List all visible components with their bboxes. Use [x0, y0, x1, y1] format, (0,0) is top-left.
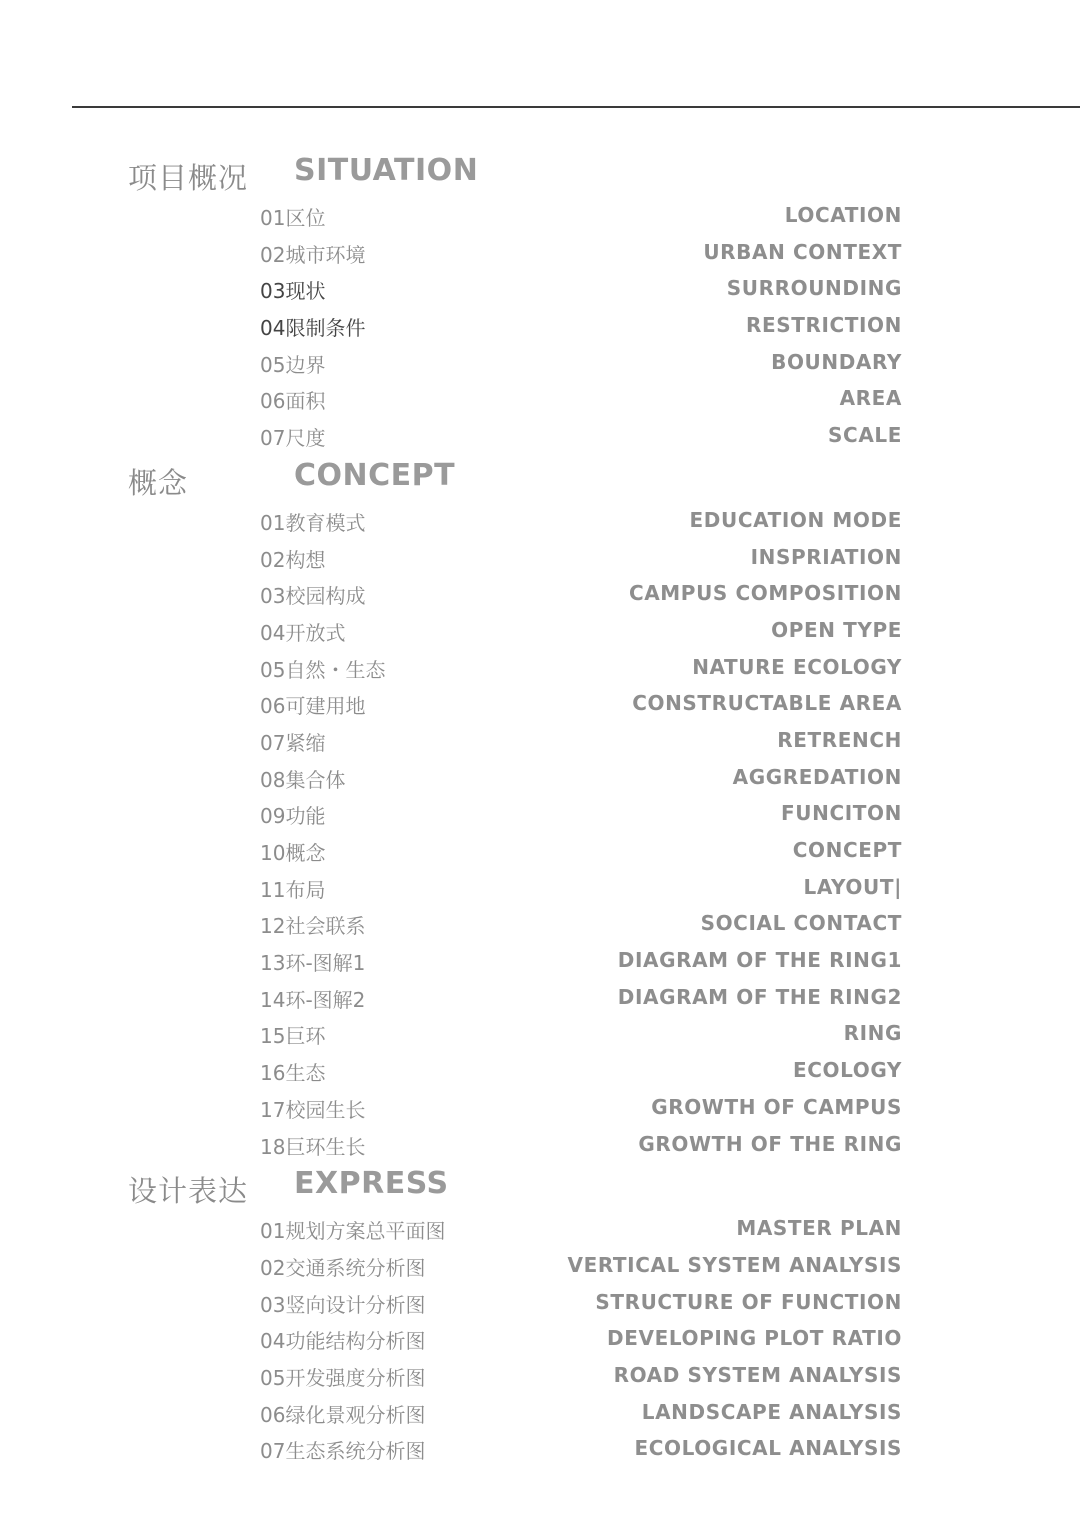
entry-label-cn: 09功能	[260, 804, 326, 829]
entry-label-cn: 16生态	[260, 1061, 326, 1086]
toc-entry	[0, 308, 1080, 345]
toc-entry	[0, 980, 1080, 1017]
toc-entry	[0, 1016, 1080, 1053]
toc-entry	[0, 1358, 1080, 1395]
toc-entry	[0, 576, 1080, 613]
entry-label-en: OPEN TYPE	[771, 617, 902, 642]
entry-label-cn: 05自然・生态	[260, 657, 386, 682]
toc-entry	[0, 833, 1080, 870]
entry-label-en: INSPRIATION	[750, 544, 902, 569]
toc-entry	[0, 1285, 1080, 1322]
entry-label-cn: 12社会联系	[260, 914, 366, 939]
entry-label-en: SURROUNDING	[726, 276, 902, 301]
section-title-en: EXPRESS	[294, 1166, 449, 1202]
entry-label-cn: 07生态系统分析图	[260, 1439, 426, 1464]
section-title-cn: 项目概况	[128, 161, 249, 195]
toc-entry	[0, 1431, 1080, 1468]
entry-label-en: RETRENCH	[777, 727, 902, 752]
toc-entry	[0, 381, 1080, 418]
entry-label-en: DIAGRAM OF THE RING2	[617, 984, 902, 1009]
section-title-en: CONCEPT	[294, 457, 456, 493]
toc-entry	[0, 1053, 1080, 1090]
toc-entry	[0, 723, 1080, 760]
entry-label-en: LAYOUT|	[803, 874, 902, 899]
entry-label-en: GROWTH OF THE RING	[638, 1131, 902, 1156]
entry-label-en: RING	[843, 1021, 902, 1046]
entry-label-cn: 06可建用地	[260, 694, 366, 719]
entry-label-cn: 14环-图解2	[260, 987, 366, 1012]
entry-label-cn: 04开放式	[260, 620, 346, 645]
entry-label-cn: 06面积	[260, 389, 326, 414]
toc-entry	[0, 650, 1080, 687]
entry-label-cn: 02构想	[260, 547, 326, 572]
section-title-en: SITUATION	[294, 153, 479, 188]
entry-label-en: NATURE ECOLOGY	[692, 654, 902, 679]
entry-label-cn: 03现状	[260, 279, 326, 304]
entry-label-en: LANDSCAPE ANALYSIS	[641, 1399, 902, 1424]
entry-label-en: DEVELOPING PLOT RATIO	[607, 1326, 902, 1351]
section-title-cn: 设计表达	[128, 1174, 249, 1209]
entry-label-en: VERTICAL SYSTEM ANALYSIS	[567, 1252, 902, 1277]
entry-label-en: STRUCTURE OF FUNCTION	[595, 1289, 902, 1314]
toc-entry	[0, 1127, 1080, 1164]
toc-entry	[0, 235, 1080, 272]
section-header-situation	[0, 150, 1080, 198]
toc-entry	[0, 686, 1080, 723]
toc-entry	[0, 1248, 1080, 1285]
entry-label-en: DIAGRAM OF THE RING1	[617, 948, 902, 973]
entry-label-cn: 05边界	[260, 352, 326, 377]
toc-entry	[0, 345, 1080, 382]
entry-label-cn: 02城市环境	[260, 242, 366, 267]
entry-label-cn: 05开发强度分析图	[260, 1365, 426, 1390]
entry-label-cn: 07尺度	[260, 426, 326, 451]
entry-label-en: ECOLOGICAL ANALYSIS	[634, 1436, 902, 1461]
toc-entry	[0, 1090, 1080, 1127]
entry-label-en: MASTER PLAN	[736, 1216, 902, 1241]
entry-label-cn: 02交通系统分析图	[260, 1255, 426, 1280]
toc-entry	[0, 271, 1080, 308]
toc-entry	[0, 760, 1080, 797]
entry-label-cn: 15巨环	[260, 1024, 326, 1049]
toc-entry	[0, 503, 1080, 540]
toc-entry	[0, 943, 1080, 980]
entry-label-cn: 18巨环生长	[260, 1134, 366, 1159]
entry-label-cn: 07紧缩	[260, 730, 326, 755]
entry-label-cn: 17校园生长	[260, 1097, 366, 1122]
entry-label-en: SOCIAL CONTACT	[700, 911, 902, 936]
entry-label-en: CONCEPT	[792, 838, 902, 862]
entry-label-en: CONSTRUCTABLE AREA	[632, 691, 902, 716]
toc-entry	[0, 1395, 1080, 1432]
entry-label-en: FUNCITON	[781, 801, 902, 826]
entry-label-en: URBAN CONTEXT	[703, 239, 902, 264]
entry-label-en: LOCATION	[784, 203, 902, 227]
entry-label-cn: 08集合体	[260, 767, 346, 792]
entry-label-en: RESTRICTION	[745, 313, 902, 338]
entry-label-en: EDUCATION MODE	[689, 507, 902, 532]
entry-label-en: BOUNDARY	[771, 349, 902, 374]
section-header-express	[0, 1163, 1080, 1211]
entry-label-cn: 01区位	[260, 206, 326, 230]
entry-label-cn: 04限制条件	[260, 316, 366, 341]
entry-label-en: AREA	[839, 386, 902, 411]
entry-label-cn: 03竖向设计分析图	[260, 1292, 426, 1317]
entry-label-cn: 13环-图解1	[260, 951, 366, 976]
toc-entry	[0, 198, 1080, 235]
entry-label-cn: 01教育模式	[260, 510, 366, 535]
entry-label-en: SCALE	[828, 423, 902, 448]
entry-label-en: AGGREDATION	[732, 764, 902, 789]
table-of-contents	[0, 150, 1080, 1468]
toc-entry	[0, 540, 1080, 577]
entry-label-cn: 10概念	[260, 841, 326, 865]
toc-entry	[0, 1321, 1080, 1358]
toc-entry	[0, 1211, 1080, 1248]
toc-entry	[0, 796, 1080, 833]
toc-entry	[0, 870, 1080, 907]
entry-label-en: GROWTH OF CAMPUS	[651, 1094, 902, 1119]
toc-entry	[0, 418, 1080, 455]
toc-entry	[0, 906, 1080, 943]
entry-label-en: ECOLOGY	[792, 1058, 902, 1083]
entry-label-cn: 03校园构成	[260, 584, 366, 609]
entry-label-en: CAMPUS COMPOSITION	[628, 581, 902, 606]
toc-entry	[0, 613, 1080, 650]
entry-label-cn: 06绿化景观分析图	[260, 1402, 426, 1427]
entry-label-cn: 01规划方案总平面图	[260, 1219, 446, 1244]
top-rule	[72, 106, 1080, 108]
entry-label-cn: 04功能结构分析图	[260, 1329, 426, 1354]
section-title-cn: 概念	[128, 465, 189, 500]
section-header-concept	[0, 455, 1080, 503]
entry-label-cn: 11布局	[260, 877, 326, 902]
entry-label-en: ROAD SYSTEM ANALYSIS	[613, 1362, 902, 1387]
